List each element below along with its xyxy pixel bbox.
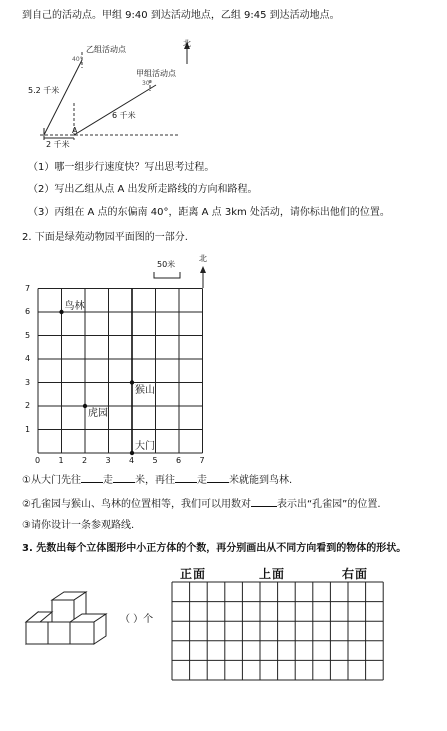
question-2-line-2 [22,496,381,511]
location-label: 鸟林 [64,301,85,312]
jia-point-label: 甲组活动点 [136,69,176,78]
x-tick-label: 3 [105,456,111,465]
line1-part-b: 走 [102,475,113,486]
y-tick-label: 6 [25,307,31,316]
drawing-grid[interactable] [170,580,386,682]
question-1-1: （1）哪一组步行速度快？写出思考过程。 [28,162,215,173]
grid-north-label: 北 [199,254,207,263]
location-label: 虎园 [88,408,108,419]
question-1-3: （3）丙组在 A 点的东偏南 40°，距离 A 点 3km 处活动，请你标出他们的位置。 [28,207,390,218]
bottom-distance-label: 2 千米 [46,140,70,149]
grid-north-arrowhead-icon [200,266,206,273]
line1-part-a: ①从大门先往 [22,475,81,486]
question-2-line-3: ③请你设计一条参观路线. [22,520,135,531]
line1-part-c: 米，再往 [134,475,175,486]
cube-count-label: （ ）个 [120,614,154,625]
coordinate-blank[interactable] [251,496,277,507]
intro-line: 到自己的活动点。甲组 9:40 到达活动地点，乙组 9:45 到达活动地点。 [22,10,340,21]
view-label-top: 上面 [259,567,286,581]
x-tick-label: 2 [82,456,88,465]
route-map [0,28,447,153]
x-tick-label: 7 [199,456,205,465]
yi-point-label: 乙组活动点 [86,45,126,54]
x-tick-label: 1 [58,456,64,465]
left-distance-label: 5.2 千米 [28,86,60,95]
location-point [130,451,134,455]
location-point [130,380,134,384]
scale-label: 50米 [157,260,176,269]
x-tick-label: 4 [129,456,135,465]
jia-angle-label: 30° [142,80,153,87]
direction-blank-2[interactable] [175,472,197,483]
location-label: 大门 [135,441,155,452]
view-label-right: 右面 [342,567,369,581]
location-point [59,310,63,314]
zoo-grid [0,280,240,470]
y-tick-label: 3 [25,377,31,387]
yi-angle-label: 40° [72,56,83,63]
location-label: 猴山 [135,384,155,396]
question-3-title: 3. 先数出每个立体图形中小正方体的个数，再分别画出从不同方向看到的物体的形状。 [22,543,407,554]
cube-figure [22,590,122,650]
route-to-yi [44,60,82,135]
question-1-2: （2）写出乙组从点 A 出发所走路线的方向和路程。 [28,184,258,195]
right-distance-label: 6 千米 [112,111,136,120]
scale-bar [154,272,180,278]
question-2-title: 2. 下面是绿苑动物园平面图的一部分. [22,232,188,243]
line1-part-e: 米就能到鸟林. [228,475,293,486]
map-north-label: 北 [183,39,191,48]
point-a-label: A [72,126,78,135]
y-tick-label: 1 [25,424,31,434]
line2-part-b: 表示出“孔雀园”的位置. [276,499,381,510]
y-tick-label: 5 [25,330,31,340]
distance-blank-1[interactable] [113,472,135,483]
y-tick-label: 2 [25,401,31,410]
direction-blank-1[interactable] [81,472,103,483]
location-point [83,404,87,408]
x-tick-label: 5 [152,456,158,465]
line1-part-d: 走 [196,475,207,486]
question-2-line-1 [22,472,292,487]
x-tick-label: 0 [35,456,41,465]
y-tick-label: 4 [25,354,31,363]
y-tick-label: 7 [25,283,31,293]
x-tick-label: 6 [176,456,182,465]
view-label-front: 正面 [180,567,207,581]
distance-blank-2[interactable] [207,472,229,483]
line2-part-a: ②孔雀园与猴山、鸟林的位置相等，我们可以用数对 [22,499,251,510]
